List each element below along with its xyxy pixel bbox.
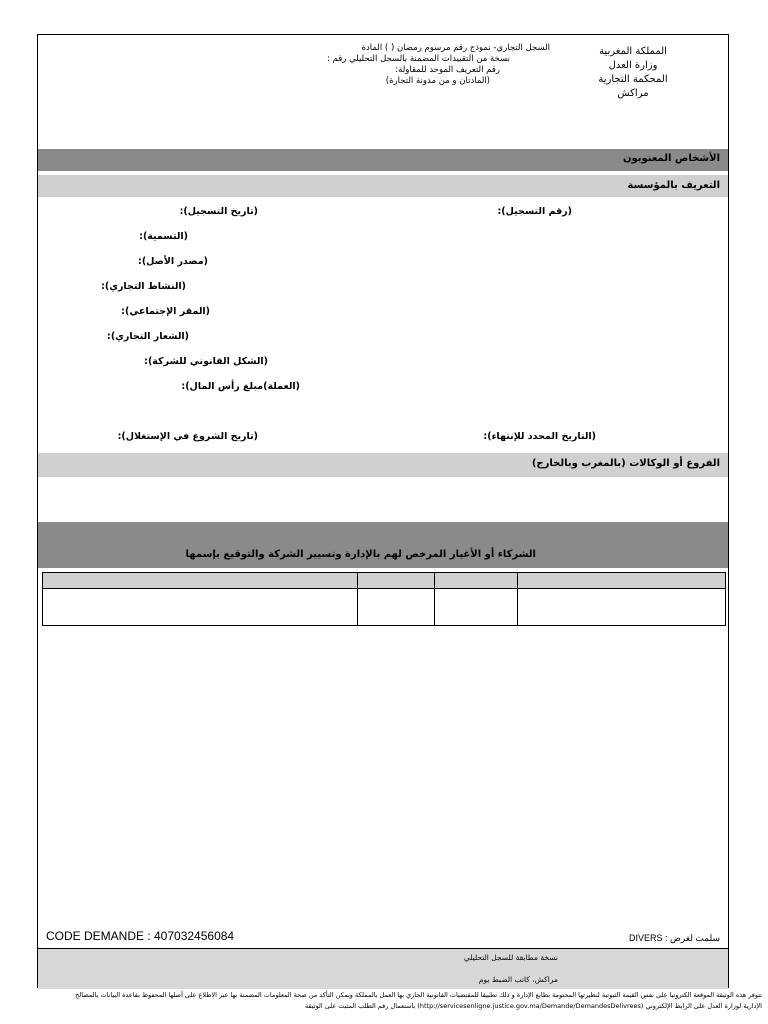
registration-number-field: (رقم التسجيل): [497,206,572,217]
issued-purpose: سلمت لغرض : DIVERS [628,933,720,943]
table-row [43,589,726,626]
city-label: مراكش [617,88,649,99]
capital-field: (العملة)مبلغ رأس المال): [181,381,300,392]
table-cell [435,589,518,626]
table-header-cell [435,573,518,589]
legal-persons-band [38,149,728,171]
copy-note: نسخة مطابقة للسجل التحليلي [463,953,558,962]
clerk-note: مراكش، كاتب الضبط يوم [478,975,558,984]
branches-band [38,453,728,477]
register-line-3: رقم التعريف الموحد للمقاولة: [395,65,500,75]
trade-sign-field: (الشعار التجاري): [107,331,189,342]
partners-title: الشركاء أو الأغيار المرخص لهم بالإدارة وتسيير الشركة والتوقيع بإسمها [185,549,536,560]
table-cell [518,589,726,626]
table-header-cell [358,573,435,589]
origin-field: (مصدر الأصل): [138,256,208,267]
issuer-block [568,45,698,101]
code-demande: CODE DEMANDE : 407032456084 [46,929,235,943]
legal-form-field: (الشكل القانوني للشركة): [144,356,268,367]
branches-title: الفروع أو الوكالات (بالمغرب وبالخارج) [531,458,720,469]
kingdom-label: المملكة المغربية [599,46,667,57]
identification-title: التعريف بالمؤسسة [627,180,720,191]
table-header-row [43,573,726,589]
court-label: المحكمة التجارية [598,74,668,85]
table-header-cell [518,573,726,589]
register-line-1: السجل التجاري- نموذج رقم مرسوم رمضان ( ) المادة [361,43,550,53]
register-line-4: (المادتان و من مدونة التجارة) [385,76,490,86]
identification-band [38,175,728,197]
registration-date-field: (تاريخ التسجيل): [179,206,258,217]
commercial-activity-field: (النشاط التجاري): [101,281,186,292]
start-date-field: (تاريخ الشروع في الإستغلال): [117,431,258,442]
certification-box [38,948,728,989]
document-frame [37,34,729,988]
partners-table [42,572,726,626]
disclaimer-line-1: تتوفر هذه الوثيقة الموقعة الكترونيا على نفس القيمة الثبوتية لنظيرتها المختومة بطابع الإدارة و ذلك تطبيقا للمقتضيات القانونية الجاري بها العمل بالمملكة ويمكن التأكد من صحة المعلومات المضمنة بها عبر الاطلاع على أصلها المحفوظ بقاعدة البيانات بالمصالح [75,991,762,999]
register-header [220,43,550,87]
head-office-field: (المقر الإجتماعي): [121,306,210,317]
name-field: (التسمية): [139,231,188,242]
legal-persons-title: الأشخاص المعنويون [622,153,720,164]
end-date-field: (التاريخ المحدد للإنتهاء): [483,431,596,442]
electronic-signature-disclaimer [6,990,762,1012]
table-cell [358,589,435,626]
disclaimer-line-2[interactable]: الإدارية لوزارة العدل على الرابط الإلكتروني (http://servicesenligne.justice.gov.ma/Demande/DemandesDelivrees) باستعمال رقم الطلب المثبت على الوثيقة [304,1002,762,1010]
table-cell [43,589,358,626]
ministry-label: وزارة العدل [608,60,658,71]
register-line-2: نسخة من التقييدات المضمنة بالسجل التحليلي رقم : [327,54,510,64]
table-header-cell [43,573,358,589]
partners-band [38,522,728,568]
